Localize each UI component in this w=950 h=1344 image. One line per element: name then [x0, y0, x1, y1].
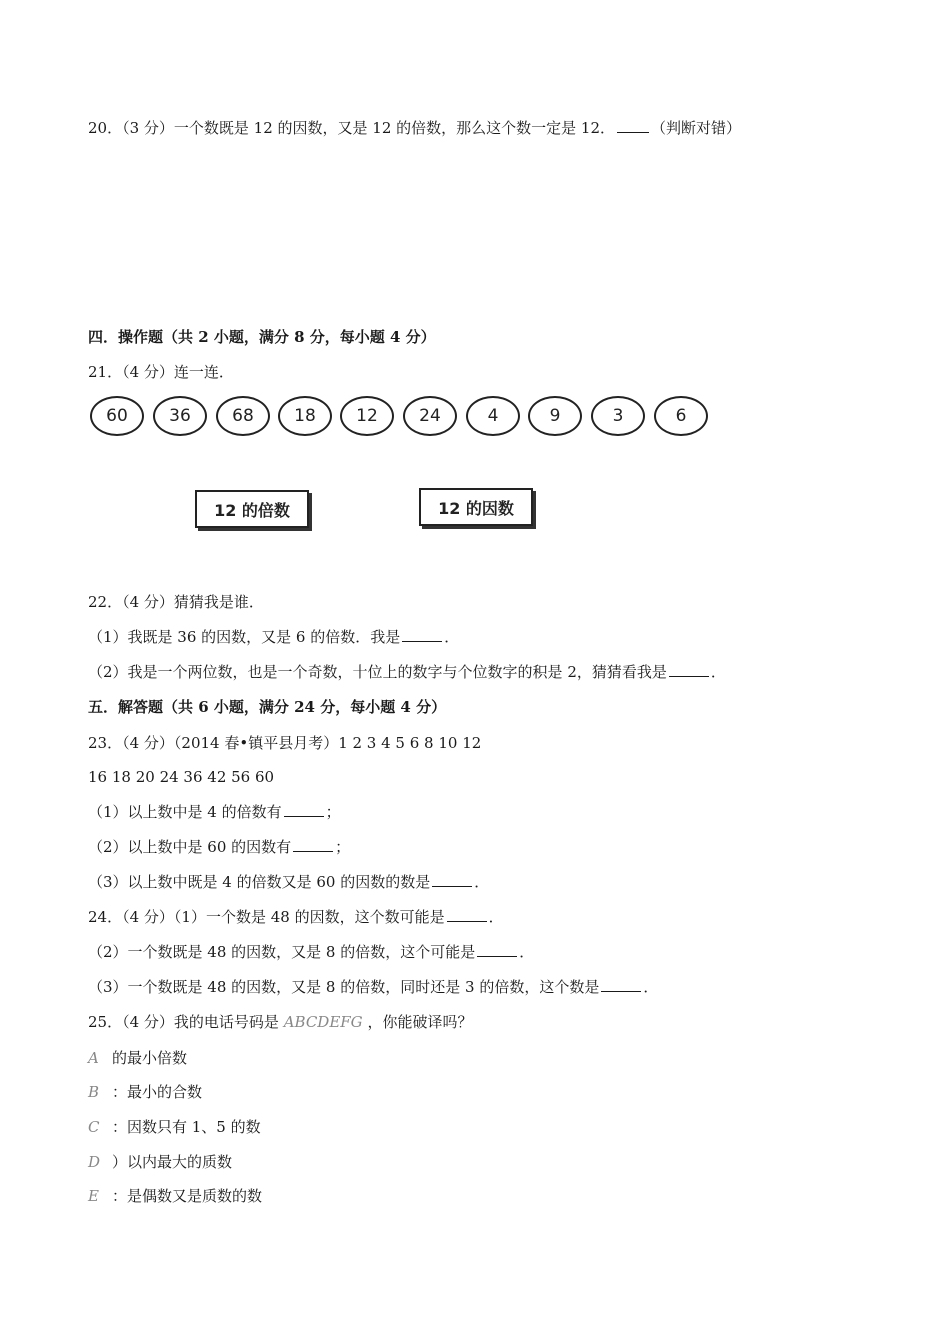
number-circle[interactable]: 36	[153, 396, 207, 436]
q20-suffix: （判断对错）	[651, 119, 742, 137]
q22-part2	[88, 662, 726, 682]
number-circle[interactable]: 60	[90, 396, 144, 436]
clue-letter: D	[88, 1153, 101, 1171]
q20-text: 20．（3 分）一个数既是 12 的因数，又是 12 的倍数，那么这个数一定是 12．	[88, 119, 616, 137]
number-circle[interactable]: 3	[591, 396, 645, 436]
q25-clue	[88, 1152, 232, 1172]
q24-part1-blank[interactable]	[447, 907, 487, 922]
q24-part3	[88, 977, 658, 997]
q23-part1	[88, 802, 341, 822]
q25-clue	[88, 1082, 202, 1102]
section4-title: 四．操作题（共 2 小题，满分 8 分，每小题 4 分）	[88, 328, 436, 346]
q23-part3-blank[interactable]	[432, 872, 472, 887]
period: ．	[710, 663, 726, 681]
number-circle[interactable]: 12	[340, 396, 394, 436]
q24-part2	[88, 942, 534, 962]
q23-part2-end: ；	[335, 838, 351, 856]
number-circle[interactable]: 68	[216, 396, 270, 436]
q25-clue	[88, 1048, 187, 1068]
period: ．	[474, 873, 490, 891]
q22-part2-blank[interactable]	[669, 662, 709, 677]
box-factors-of-12[interactable]: 12 的因数	[419, 488, 533, 526]
period: ．	[488, 908, 504, 926]
q23-part1-blank[interactable]	[284, 802, 324, 817]
clue-text: ：因数只有 1、5 的数	[112, 1118, 261, 1136]
q22-text: 22．（4 分）猜猜我是谁．	[88, 593, 264, 611]
clue-text: ）以内最大的质数	[112, 1153, 233, 1171]
q23-numbers-line2: 16 18 20 24 36 42 56 60	[88, 768, 275, 786]
q20	[88, 118, 741, 138]
q24-part2-text: （2）一个数既是 48 的因数，又是 8 的倍数，这个可能是	[88, 943, 476, 961]
q20-answer-blank[interactable]	[617, 118, 649, 133]
q23-part2-text: （2）以上数中是 60 的因数有	[88, 838, 292, 856]
clue-text: 的最小倍数	[112, 1049, 188, 1067]
q22-part1-blank[interactable]	[402, 627, 442, 642]
q25-text-after: ，你能破译吗？	[367, 1013, 473, 1031]
clue-text: ：是偶数又是质数的数	[112, 1187, 263, 1205]
q23-part1-text: （1）以上数中是 4 的倍数有	[88, 803, 282, 821]
q22-part1	[88, 627, 459, 647]
number-circle[interactable]: 6	[654, 396, 708, 436]
q23-part3-text: （3）以上数中既是 4 的倍数又是 60 的因数的数是	[88, 873, 431, 891]
q24-part3-text: （3）一个数既是 48 的因数，又是 8 的倍数，同时还是 3 的倍数，这个数是	[88, 978, 600, 996]
period: ．	[444, 628, 460, 646]
q24-part2-blank[interactable]	[477, 942, 517, 957]
clue-letter: C	[88, 1118, 100, 1136]
number-circle[interactable]: 24	[403, 396, 457, 436]
period: ．	[519, 943, 535, 961]
q21-text: 21．（4 分）连一连．	[88, 363, 234, 381]
number-circle[interactable]: 18	[278, 396, 332, 436]
clue-letter: B	[88, 1083, 100, 1101]
q25-clue	[88, 1186, 262, 1206]
q24-part1-text: 24．（4 分）（1）一个数是 48 的因数，这个数可能是	[88, 908, 445, 926]
number-circle[interactable]: 9	[528, 396, 582, 436]
section5-title: 五．解答题（共 6 小题，满分 24 分，每小题 4 分）	[88, 698, 447, 716]
q25-code: ABCDEFG	[283, 1013, 363, 1031]
period: ．	[643, 978, 659, 996]
clue-text: ：最小的合数	[112, 1083, 203, 1101]
clue-letter: A	[88, 1049, 99, 1067]
box-multiples-of-12[interactable]: 12 的倍数	[195, 490, 309, 528]
q24-part1	[88, 907, 504, 927]
q25-clue	[88, 1117, 261, 1137]
q22-part1-text: （1）我既是 36 的因数，又是 6 的倍数．我是	[88, 628, 401, 646]
q25-text	[88, 1012, 472, 1032]
clue-letter: E	[88, 1187, 99, 1205]
number-circle[interactable]: 4	[466, 396, 520, 436]
q25-text-before: 25．（4 分）我的电话号码是	[88, 1013, 279, 1031]
q23-part2	[88, 837, 350, 857]
q23-part3	[88, 872, 489, 892]
q23-text: 23．（4 分）（2014 春•镇平县月考）1 2 3 4 5 6 8 10 12	[88, 734, 482, 752]
q23-part2-blank[interactable]	[293, 837, 333, 852]
q22-part2-text: （2）我是一个两位数，也是一个奇数，十位上的数字与个位数字的积是 2，猜猜看我是	[88, 663, 667, 681]
q23-part1-end: ；	[325, 803, 341, 821]
q24-part3-blank[interactable]	[601, 977, 641, 992]
